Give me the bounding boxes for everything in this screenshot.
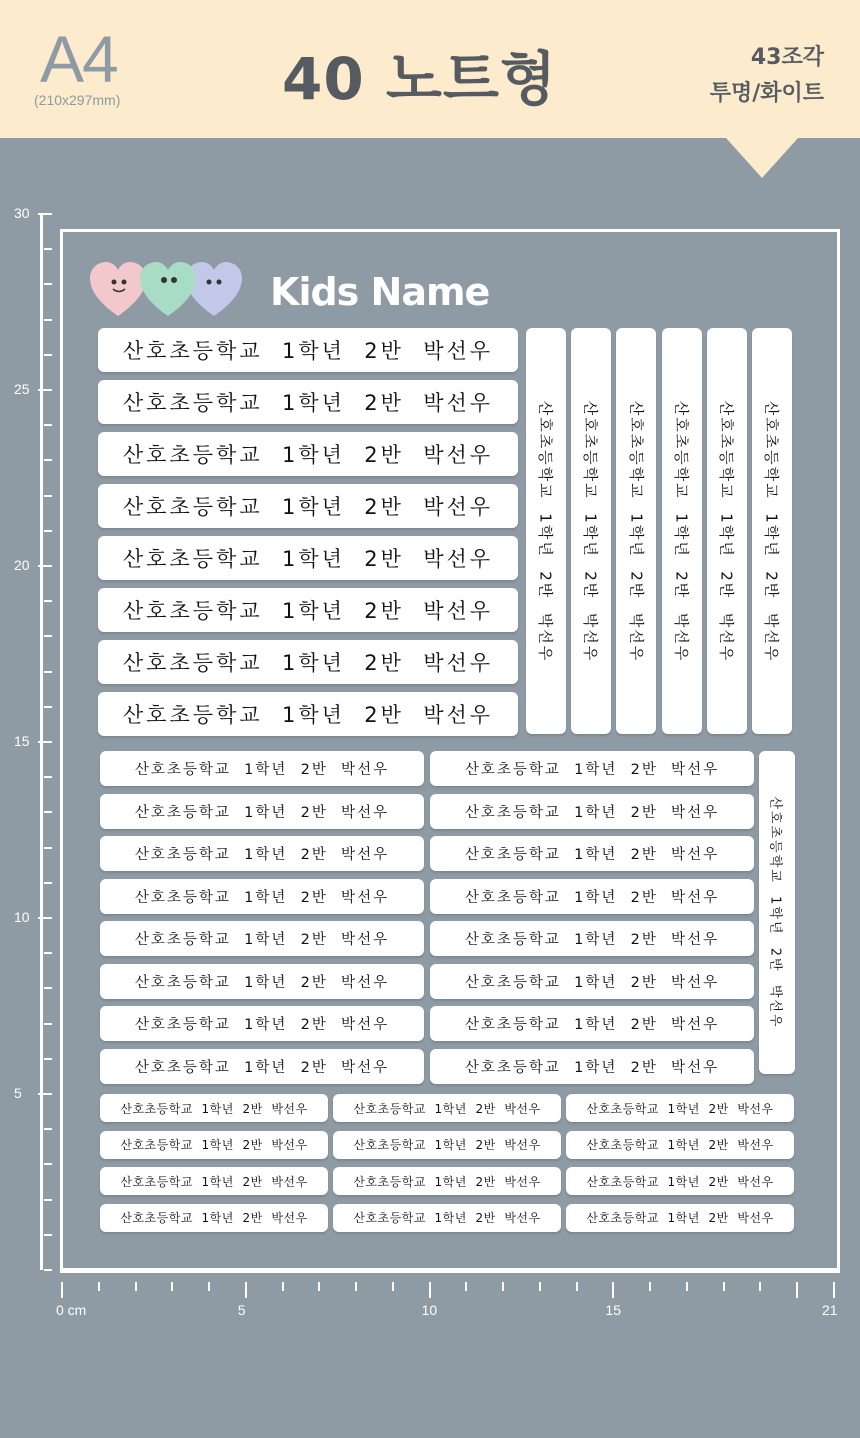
name-label: 산호초등학교 1학년 2반 박선우 [100,1094,328,1122]
ruler-tick [44,600,52,602]
name-label: 산호초등학교 1학년 2반 박선우 [333,1204,561,1232]
ruler-tick [245,1282,247,1298]
ruler-tick [44,495,52,497]
name-label: 산호초등학교 1학년 2반 박선우 [430,794,754,829]
name-label: 산호초등학교 1학년 2반 박선우 [100,1006,424,1041]
ruler-number: 5 [237,1302,246,1318]
name-label: 산호초등학교 1학년 2반 박선우 [430,1006,754,1041]
ruler-tick [44,1269,52,1271]
ruler-number: 21 [822,1302,838,1318]
name-label: 산호초등학교 1학년 2반 박선우 [98,380,518,424]
header-banner [0,0,860,138]
ruler-tick [44,248,52,250]
ruler-tick [44,987,52,989]
name-label: 산호초등학교 1학년 2반 박선우 [100,794,424,829]
name-label: 산호초등학교 1학년 2반 박선우 [100,964,424,999]
name-label: 산호초등학교 1학년 2반 박선우 [98,484,518,528]
ruler-number: 10 [421,1302,438,1318]
name-label: 산호초등학교 1학년 2반 박선우 [430,879,754,914]
ruler-tick [44,1163,52,1165]
ruler-tick [576,1282,578,1291]
ruler-tick [723,1282,725,1291]
name-label: 산호초등학교 1학년 2반 박선우 [98,432,518,476]
ruler-tick [282,1282,284,1291]
ruler-tick [649,1282,651,1291]
name-label: 산호초등학교 1학년 2반 박선우 [430,921,754,956]
name-label: 산호초등학교 1학년 2반 박선우 [566,1131,794,1159]
name-label: 산호초등학교 1학년 2반 박선우 [566,1204,794,1232]
name-label: 산호초등학교 1학년 2반 박선우 [100,751,424,786]
label-text: 산호초등학교 1학년 2반 박선우 [717,400,736,662]
label-text: 산호초등학교 1학년 2반 박선우 [536,400,555,662]
ruler-tick [44,459,52,461]
name-label: 산호초등학교 1학년 2반 박선우 [98,328,518,372]
ruler-tick [796,1282,798,1298]
kids-name-logo: Kids Name [270,270,490,314]
ruler-tick [98,1282,100,1291]
paper-dimensions: (210x297mm) [34,92,121,108]
piece-count: 43조각 [750,45,824,70]
hearts-logo-icon [88,258,248,320]
vertical-name-label [759,751,795,1074]
label-text: 산호초등학교 1학년 2반 박선우 [762,400,781,662]
ruler-number: 15 [14,733,30,749]
ruler-number: 20 [14,557,30,573]
name-label: 산호초등학교 1학년 2반 박선우 [98,588,518,632]
ruler-tick [44,706,52,708]
ruler-tick [44,776,52,778]
ruler-number: 15 [605,1302,621,1318]
product-title: 40 노트형 [282,45,557,113]
name-label: 산호초등학교 1학년 2반 박선우 [430,1049,754,1084]
ruler-tick [38,213,52,215]
ruler-tick [44,1058,52,1060]
ruler-number: 0 cm [56,1302,87,1318]
ruler-tick [44,1199,52,1201]
ruler-number: 10 [14,909,30,925]
ruler-tick [61,1282,63,1298]
name-label: 산호초등학교 1학년 2반 박선우 [100,1049,424,1084]
vertical-name-label [526,328,566,734]
ruler-tick [429,1282,431,1298]
ruler-tick [44,635,52,637]
ruler-tick [502,1282,504,1291]
name-label: 산호초등학교 1학년 2반 박선우 [430,964,754,999]
ruler-tick [392,1282,394,1291]
label-text: 산호초등학교 1학년 2반 박선우 [626,400,645,662]
ruler-number: 5 [14,1085,22,1101]
ruler-tick [44,952,52,954]
ruler-tick [44,319,52,321]
vertical-name-label [616,328,656,734]
ruler-tick [44,671,52,673]
name-label: 산호초등학교 1학년 2반 박선우 [98,692,518,736]
name-label: 산호초등학교 1학년 2반 박선우 [430,836,754,871]
ruler-tick [38,741,52,743]
ruler-tick [38,917,52,919]
ruler-tick [38,389,52,391]
name-label: 산호초등학교 1학년 2반 박선우 [333,1167,561,1195]
ruler-tick [539,1282,541,1291]
label-text: 산호초등학교 1학년 2반 박선우 [767,796,783,1029]
vertical-name-label [752,328,792,734]
ruler-tick [44,424,52,426]
ruler-tick [44,1023,52,1025]
ruler-tick [208,1282,210,1291]
pointer-arrow-icon [726,138,798,178]
ruler-tick [38,565,52,567]
name-label: 산호초등학교 1학년 2반 박선우 [100,1204,328,1232]
ruler-tick [135,1282,137,1291]
name-label: 산호초등학교 1학년 2반 박선우 [430,751,754,786]
label-text: 산호초등학교 1학년 2반 박선우 [581,400,600,662]
ruler-tick [465,1282,467,1291]
ruler-tick [44,530,52,532]
name-label: 산호초등학교 1학년 2반 박선우 [100,879,424,914]
name-label: 산호초등학교 1학년 2반 박선우 [100,1131,328,1159]
ruler-tick [612,1282,614,1298]
ruler-tick [686,1282,688,1291]
ruler-tick [759,1282,761,1291]
name-label: 산호초등학교 1학년 2반 박선우 [100,921,424,956]
ruler-tick [44,283,52,285]
ruler-tick [44,354,52,356]
name-label: 산호초등학교 1학년 2반 박선우 [98,536,518,580]
material-text: 투명/화이트 [709,81,824,106]
paper-size: A4 [40,22,117,96]
ruler-tick [44,811,52,813]
ruler-tick [833,1282,835,1298]
vertical-name-label [707,328,747,734]
name-label: 산호초등학교 1학년 2반 박선우 [333,1131,561,1159]
label-text: 산호초등학교 1학년 2반 박선우 [672,400,691,662]
name-label: 산호초등학교 1학년 2반 박선우 [98,640,518,684]
ruler-tick [44,847,52,849]
ruler-number: 25 [14,381,30,397]
name-label: 산호초등학교 1학년 2반 박선우 [100,1167,328,1195]
ruler-tick [44,1234,52,1236]
name-label: 산호초등학교 1학년 2반 박선우 [566,1094,794,1122]
ruler-tick [38,1093,52,1095]
ruler-tick [318,1282,320,1291]
ruler-number: 30 [14,205,30,221]
vertical-name-label [662,328,702,734]
ruler-tick [44,1128,52,1130]
name-label: 산호초등학교 1학년 2반 박선우 [566,1167,794,1195]
ruler-tick [44,882,52,884]
ruler-tick [355,1282,357,1291]
name-label: 산호초등학교 1학년 2반 박선우 [333,1094,561,1122]
name-label: 산호초등학교 1학년 2반 박선우 [100,836,424,871]
ruler-tick [171,1282,173,1291]
vertical-name-label [571,328,611,734]
